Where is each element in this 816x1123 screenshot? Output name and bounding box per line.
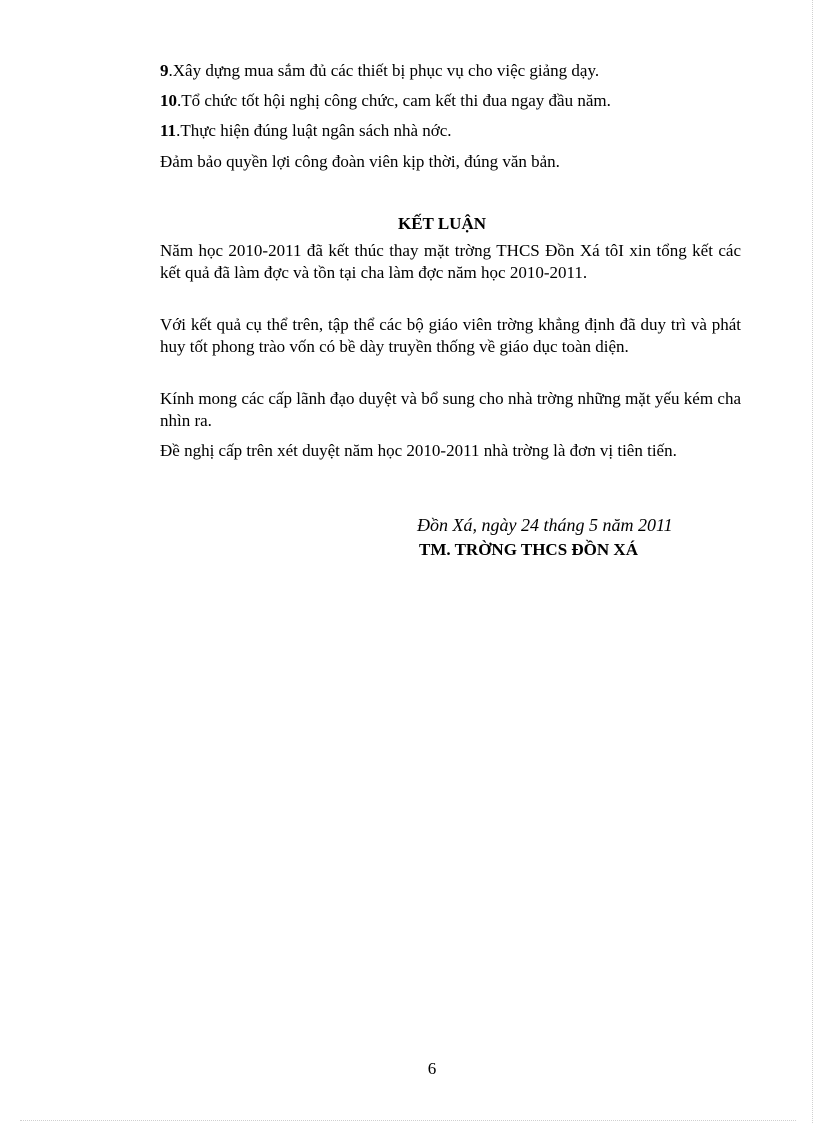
signature-date: Đồn Xá, ngày 24 tháng 5 năm 2011 (417, 515, 673, 535)
paragraph-results (123, 314, 741, 358)
bottom-divider (20, 1120, 796, 1121)
paragraph-summary (123, 240, 741, 284)
list-item-10 (160, 90, 611, 112)
list-item-text: .Tổ chức tốt hội nghị công chức, cam kết thi đua ngay đầu năm. (177, 91, 611, 110)
list-item-number: 9 (160, 61, 169, 80)
list-item-number: 11 (160, 121, 177, 140)
list-item-11 (160, 120, 452, 142)
paragraph-request (123, 388, 741, 432)
page-number: 6 (427, 1059, 437, 1078)
paragraph-text: Đề nghị cấp trên xét duyệt năm học 2010-2011 nhà trờng là đơn vị tiên tiến. (160, 441, 677, 460)
paragraph-text: Kính mong các cấp lãnh đạo duyệt và bổ sung cho nhà trờng những mặt yếu kém cha nhìn ra. (160, 389, 741, 430)
union-rights-line: Đảm bảo quyền lợi công đoàn viên kịp thời, đúng văn bản. (160, 152, 560, 171)
paragraph-text: Năm học 2010-2011 đã kết thúc thay mặt trờng THCS Đồn Xá tôI xin tổng kết các kết quả đã làm đợc và tồn tại cha làm đợc năm học 2010-2011. (160, 241, 741, 282)
paragraph-text: Với kết quả cụ thể trên, tập thể các bộ giáo viên trờng khẳng định đã duy trì và phát huy tốt phong trào vốn có bề dày truyền thống về giáo dục toàn diện. (160, 315, 741, 356)
signature-title: TM. TRỜNG THCS ĐỒN XÁ (419, 540, 638, 559)
list-item-text: .Xây dựng mua sắm đủ các thiết bị phục vụ cho việc giảng dạy. (168, 61, 600, 80)
section-heading: KẾT LUẬN (397, 214, 486, 233)
list-item-9 (160, 60, 599, 82)
paragraph-proposal (123, 440, 741, 462)
list-item-text: .Thực hiện đúng luật ngân sách nhà nớc. (176, 121, 452, 140)
right-divider (812, 0, 813, 1123)
list-item-number: 10 (160, 91, 177, 110)
